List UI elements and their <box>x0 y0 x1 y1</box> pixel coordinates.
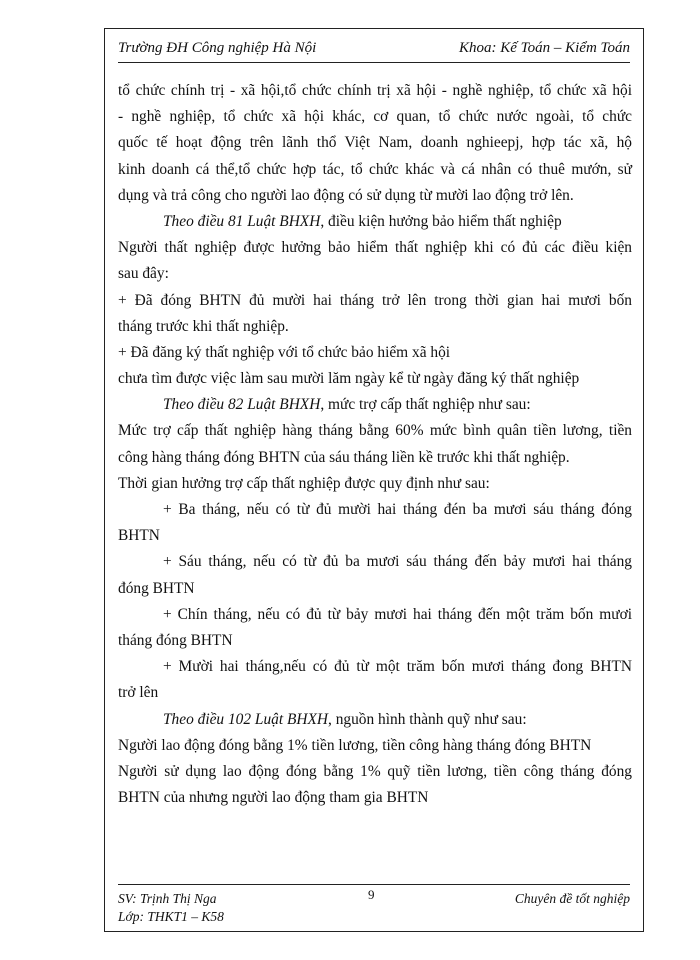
footer-thesis: Chuyên đề tốt nghiệp <box>514 891 630 906</box>
paragraph-line: kinh doanh cá thể,tổ chức hợp tác, tổ chức khác và cá nhân có thuê mướn, sử <box>118 160 632 178</box>
article-102-heading <box>118 707 632 733</box>
list-item-continuation: BHTN <box>118 527 160 545</box>
paragraph-line: dụng và trả công cho người lao động có sử dụng từ mười lao động trở lên. <box>118 186 574 204</box>
article-82-heading <box>118 392 632 418</box>
page-footer <box>118 884 630 929</box>
page-header <box>118 34 630 63</box>
article-81-text: , điều kiện hưởng bảo hiểm thất nghiệp <box>320 212 562 230</box>
list-item: + Mười hai tháng,nếu có đủ từ một trăm bốn mươi tháng đong BHTN <box>163 658 632 676</box>
list-item-continuation: trở lên <box>118 684 159 702</box>
list-item-continuation: đóng BHTN <box>118 579 195 597</box>
page-number: 9 <box>368 887 375 902</box>
paragraph-line: Người sử dụng lao động đóng bằng 1% quỹ tiền lương, tiền công tháng đóng <box>118 762 632 780</box>
footer-student: SV: Trịnh Thị Nga <box>118 891 217 906</box>
article-102-text: , nguồn hình thành quỹ như sau: <box>328 710 527 728</box>
header-school: Trường ĐH Công nghiệp Hà Nội <box>118 40 317 56</box>
paragraph-line: Thời gian hưởng trợ cấp thất nghiệp được quy định như sau: <box>118 474 490 492</box>
list-item: + Ba tháng, nếu có từ đủ mười hai tháng đén ba mươi sáu tháng đóng <box>163 501 632 518</box>
paragraph-line: Người thất nghiệp được hưởng bảo hiểm thất nghiệp khi có đủ các điều kiện <box>118 239 632 257</box>
paragraph-line: tháng trước khi thất nghiệp. <box>118 317 289 335</box>
article-81-heading <box>118 209 632 235</box>
article-102-ref: Theo điều 102 Luật BHXH <box>163 710 329 728</box>
paragraph-line: BHTN của nhưng người lao động tham gia BHTN <box>118 789 429 807</box>
paragraph-line: quốc tế hoạt động trên lãnh thổ Việt Nam, doanh nghieepj, hợp tác xã, hộ <box>118 134 632 152</box>
article-82-ref: Theo điều 82 Luật BHXH <box>163 396 321 414</box>
list-item: + Sáu tháng, nếu có từ đủ ba mươi sáu tháng đến bảy mươi hai tháng <box>163 553 632 571</box>
paragraph-line: sau đây: <box>118 265 169 283</box>
paragraph-line: Mức trợ cấp thất nghiệp hàng tháng bằng 60% mức bình quân tiền lương, tiền <box>118 422 632 440</box>
paragraph-line: tổ chức chính trị - xã hội,tổ chức chính trị xã hội - nghề nghiệp, tổ chức xã hội <box>118 82 632 99</box>
footer-class: Lớp: THKT1 – K58 <box>118 909 224 924</box>
document-body <box>118 78 632 811</box>
article-82-text: , mức trợ cấp thất nghiệp như sau: <box>320 396 531 414</box>
article-81-ref: Theo điều 81 Luật BHXH <box>163 212 321 230</box>
list-item: + Chín tháng, nếu có đủ từ bảy mươi hai tháng đến một trăm bốn mươi <box>163 605 632 623</box>
paragraph-line: Người lao động đóng bằng 1% tiền lương, tiền công hàng tháng đóng BHTN <box>118 736 592 754</box>
list-item-continuation: tháng đóng BHTN <box>118 631 233 649</box>
paragraph-line: công hàng tháng đóng BHTN của sáu tháng liền kề trước khi thất nghiệp. <box>118 448 570 466</box>
header-faculty: Khoa: Kế Toán – Kiểm Toán <box>458 40 630 56</box>
paragraph-line: chưa tìm được việc làm sau mười lăm ngày kể từ ngày đăng ký thất nghiệp <box>118 370 580 388</box>
paragraph-line: - nghề nghiệp, tổ chức xã hội khác, cơ quan, tổ chức nước ngoài, tổ chức <box>118 108 632 126</box>
paragraph-line: + Đã đóng BHTN đủ mười hai tháng trở lên trong thời gian hai mươi bốn <box>118 291 632 309</box>
paragraph-line: + Đã đăng ký thất nghiệp với tổ chức bảo hiểm xã hội <box>118 343 451 361</box>
